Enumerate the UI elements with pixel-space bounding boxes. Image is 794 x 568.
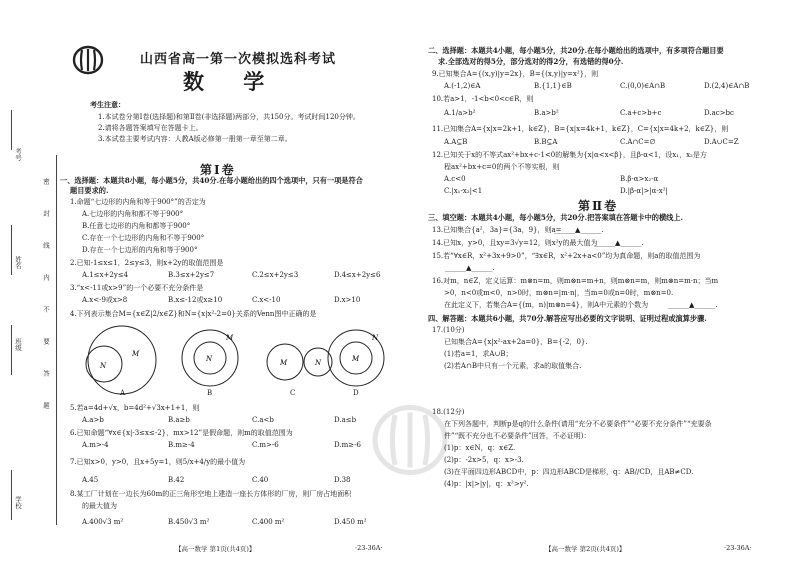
q18-line4: (2)p：-2x>5，q：x>-3. xyxy=(444,456,524,464)
q11-option-b: B.B⊆A xyxy=(534,138,558,146)
seal-word: 不 xyxy=(42,306,50,313)
q16-line1: 16.对m，n∈Z，定义运算：m⊗n=m，则m⊗n=m+n，则m⊗n=m，则m⊗n=m·n；当m xyxy=(432,277,719,285)
part1-heading: 第Ⅰ卷 xyxy=(200,163,236,177)
q16-blank: ______▲______. xyxy=(668,301,718,309)
name-field-line xyxy=(11,225,12,275)
q10-stem: 10.若a>1，-1<b<0<c∈R，则 xyxy=(432,95,534,103)
q17-line3: (2)若A∩B中只有一个元素，求a的取值集合. xyxy=(444,362,582,370)
venn-c xyxy=(267,344,332,380)
q7-option-d: D.38 xyxy=(334,476,351,484)
q8-option-d: D.450 m² xyxy=(334,518,367,526)
q3-option-c: C.x<-10 xyxy=(252,296,281,304)
q5-option-c: C.a<b xyxy=(252,416,274,424)
seal-word: 密 xyxy=(42,178,50,185)
q18-number: 18.(12分) xyxy=(432,408,465,416)
q10-option-d: D.ac>bc xyxy=(704,109,734,117)
notice-item-2: 2.请将各题答案填写在答题卡上。 xyxy=(98,124,203,132)
q1-option-d: D.存在一个七边形的内角和等于900° xyxy=(82,246,198,254)
q9-option-a: A.(-1,2)∈A xyxy=(444,82,481,90)
page2-code: ·23-36A· xyxy=(724,544,752,552)
seal-word: 内 xyxy=(42,274,50,281)
q6-option-d: D.m≥-6 xyxy=(334,441,361,449)
venn-d-m: M xyxy=(352,355,360,363)
q18-line3: (1)p：x∈N，q：x∈Z. xyxy=(444,444,516,452)
q17-number: 17.(10分) xyxy=(432,326,465,334)
q14-blank: ______▲______. xyxy=(594,239,644,247)
q12-stem-cont: 程ax²+bx+c=0的两个不等实根，则 xyxy=(444,163,560,171)
venn-a-n: N xyxy=(100,362,107,370)
section4-heading: 四、解答题：本题共6小题，共70分.解答应写出必要的文字说明、证明过程或演算步骤. xyxy=(428,314,707,323)
q5-option-b: B.a≥b xyxy=(168,416,190,424)
q18-line6: (4)p：|x|>|y|，q：x²>y². xyxy=(444,480,529,488)
q15: 15.若“∀x∈R，x²+3x+9>0”，“∃x∈R，x²+2x+a<0”均为真命题，则a的取值范围为 xyxy=(432,252,701,260)
q1-option-a: A.七边形的内角和都不等于900° xyxy=(82,210,184,218)
binding-line xyxy=(56,155,57,525)
q10-option-c: C.a+c>b+c xyxy=(620,109,662,117)
page2-footer: 【高一数学 第2页(共4页)】 xyxy=(545,545,626,553)
exam-title: 山西省高一第一次模拟选科考试 xyxy=(140,52,337,67)
venn-label-c: C xyxy=(290,389,296,397)
q12-option-c: C.|x₁-x₂|<1 xyxy=(444,187,483,195)
venn-a xyxy=(86,326,156,394)
section3-heading: 三、填空题：本题共4小题，每小题5分，共20分.把答案填在答题卡中的横线上. xyxy=(428,213,684,222)
school-field-line xyxy=(11,470,12,520)
q6-option-a: A.m>-4 xyxy=(82,441,109,449)
q15-blank: ______▲______. xyxy=(445,264,495,272)
q17-line2: (1)若a=1，求A∪B； xyxy=(444,350,513,358)
q3-option-a: A.x<-9或x>8 xyxy=(82,296,128,304)
q18-line5: (3)在平面四边形ABCD中，p：四边形ABCD是梯形，q：AB//CD，且AB≠CD. xyxy=(444,468,694,476)
q8-option-c: C.400 m² xyxy=(252,518,285,526)
q13-blank: ______▲______. xyxy=(554,226,604,234)
q7-option-b: B.42 xyxy=(168,476,185,484)
seal-word: 要 xyxy=(42,338,50,345)
seal-word: 答 xyxy=(42,370,50,377)
venn-c-m: M xyxy=(280,359,288,367)
q13: 13.已知集合{a²，3a}={3a，9}，则a= xyxy=(432,226,562,234)
venn-a-m: M xyxy=(132,350,140,358)
q1-stem: 1.命题“七边形的内角和等于900°”的否定为 xyxy=(70,198,206,206)
q11-option-c: C.A∩C=∅ xyxy=(620,138,656,146)
q12-stem: 12.已知关于x的不等式ax²+bx+c-1<0的解集为{x|α<x<β}，且β-α<1，设x₁，x₂是方 xyxy=(432,151,707,159)
venn-c-n: N xyxy=(315,359,322,367)
class-label: 班级 xyxy=(14,338,22,351)
venn-label-a: A xyxy=(120,389,126,397)
q1-option-c: C.存在一个七边形的内角和不等于900° xyxy=(82,234,205,242)
q9-option-b: B.{1,1}∈B xyxy=(534,82,572,90)
q3-stem: 3.“x<-11或x>9”的一个必要不充分条件是 xyxy=(70,284,204,292)
q8-option-a: A.400√3 m² xyxy=(82,518,124,526)
venn-label-d: D xyxy=(353,389,359,397)
part2-heading: 第Ⅱ卷 xyxy=(578,199,619,213)
q18-line1: 在下列各题中，判断p是q的什么条件(请用“充分不必要条件”“必要不充分条件”“充要条 xyxy=(444,420,712,428)
section2-heading-cont: 求.全部选对的得5分，部分选对的得2分，有选错的得0分. xyxy=(438,57,624,66)
q10-option-b: B.a>b² xyxy=(534,109,559,117)
q7-option-a: A.45 xyxy=(82,476,99,484)
q7-stem: 7.已知x>0，y>0，且x+5y=1，则5/x+4/y的最小值为 xyxy=(70,458,246,466)
venn-b-n: N xyxy=(206,355,213,363)
q5-option-d: D.a≤b xyxy=(334,416,357,424)
q3-option-b: B.x≤-12或x≥10 xyxy=(168,296,223,304)
q2-option-d: D.4≤x+2y≤6 xyxy=(334,271,381,279)
q12-option-d: D.|β-α|>|α-x²| xyxy=(620,187,668,195)
q12-option-b: B.β-α>x₂-α xyxy=(620,175,659,183)
q17-line1: 已知集合A={x|x²-ax+2a=0}，B={-2，0}. xyxy=(444,338,588,346)
page1-footer: 【高一数学 第1页(共4页)】 xyxy=(175,545,256,553)
section2-heading: 二、选择题：本题共4小题，每小题5分，共20分.在每小题给出的选项中，有多项符合题目要 xyxy=(428,46,724,55)
school-label: 学校 xyxy=(14,496,22,509)
class-field-line xyxy=(11,325,12,375)
venn-b-m: M xyxy=(226,334,234,342)
q4-stem: 4.下列表示集合M={x∈Z|2/x∈Z}和N={x|x²-2=0}关系的Venn图中正确的是 xyxy=(70,310,317,318)
q16-line2: >0，n<0或m<0，n>0时，m⊗n=|m·n|，当m=0或n=0时，m⊗n=0. xyxy=(444,289,674,297)
q9-stem: 9.已知集合A={(x,y)|y=2x}，B={(x,y)|y=x²}，则 xyxy=(432,70,599,78)
venn-label-b: B xyxy=(207,389,213,397)
name-label: 姓名 xyxy=(14,256,22,269)
venn-d-n: N xyxy=(372,334,379,342)
q14: 14.已知x，y>0，且xy=3√y=12，则x²y的最大值为 xyxy=(432,239,598,247)
q6-option-c: C.m>-6 xyxy=(252,441,279,449)
q8-stem: 8.某工厂计划在一边长为60m的正三角形空地上建造一座长方体形的厂房，则厂房占地面积 xyxy=(70,490,352,498)
seal-word: 题 xyxy=(42,402,50,409)
notice-item-1: 1.本试卷分第Ⅰ卷(选择题)和第Ⅱ卷(非选择题)两部分，共150分。考试时间120分钟。 xyxy=(98,113,360,121)
notice-heading: 考生注意： xyxy=(90,100,125,109)
q9-option-c: C.(0,0)∈A∩B xyxy=(620,82,666,90)
q11-stem: 11.已知集合A={x|x=2k+1，k∈Z}，B={x|x=4k+1，k∈Z}，C={x|x=4k+2，k∈Z}，则 xyxy=(432,125,729,133)
q11-option-a: A.A⊆B xyxy=(444,138,468,146)
seal-word: 封 xyxy=(42,210,50,217)
q1-option-b: B.任意七边形的内角和都等于900° xyxy=(82,222,191,230)
q16-line3: 在此定义下，若集合A={(m，n)|m⊗n=4}，则A中元素的个数为 xyxy=(444,301,649,309)
notice-item-3: 3.本试卷主要考试内容：人教A版必修第一册第一章至第二章。 xyxy=(98,135,292,143)
section1-heading-cont: 题目要求的. xyxy=(70,186,109,195)
seal-word: 线 xyxy=(42,242,50,249)
section1-heading: 一、选择题：本题共8小题，每小题5分，共40分.在每小题给出的四个选项中，只有一项是符合 xyxy=(60,176,363,185)
q3-option-d: D.x>10 xyxy=(334,296,361,304)
q2-option-b: B.3≤x+2y≤7 xyxy=(168,271,215,279)
q5-option-a: A.a>b xyxy=(82,416,104,424)
q12-option-a: A.c<0 xyxy=(444,175,466,183)
q2-stem: 2.已知-1≤x≤1，2≤y≤3，则x+2y的取值范围是 xyxy=(70,259,224,267)
exam-no-label: 考号 xyxy=(14,148,22,161)
q11-option-d: D.A∪C=Z xyxy=(704,138,739,146)
subject-title: 数 学 xyxy=(183,69,281,94)
q8-option-b: B.450√3 m² xyxy=(168,518,210,526)
q10-option-a: A.1/a>b² xyxy=(444,109,476,117)
q8-stem-cont: 的最大值为 xyxy=(82,502,117,510)
page1-code: ·23-36A· xyxy=(355,544,383,552)
q9-option-d: D.(2,4)∈A∩B xyxy=(704,82,750,90)
q6-option-b: B.m≥-4 xyxy=(168,441,195,449)
q2-option-a: A.1≤x+2y≤4 xyxy=(82,271,129,279)
q4-venn-diagrams xyxy=(80,322,410,400)
q18-line2: 件”“既不充分也不必要条件”回答，不必证明)： xyxy=(444,432,591,440)
q2-option-c: C.2≤x+2y≤3 xyxy=(252,271,299,279)
q7-option-c: C.40 xyxy=(252,476,269,484)
q6-stem: 6.已知命题“∀x∈{x|-3≤x≤-2}，mx>12”是假命题，则m的取值范围为 xyxy=(70,429,293,437)
exam-logo xyxy=(72,44,104,76)
exam-no-field-line xyxy=(11,110,12,150)
q5-stem: 5.若a=4d+√x，b=4d²+√3x+1+1，则 xyxy=(70,404,200,412)
